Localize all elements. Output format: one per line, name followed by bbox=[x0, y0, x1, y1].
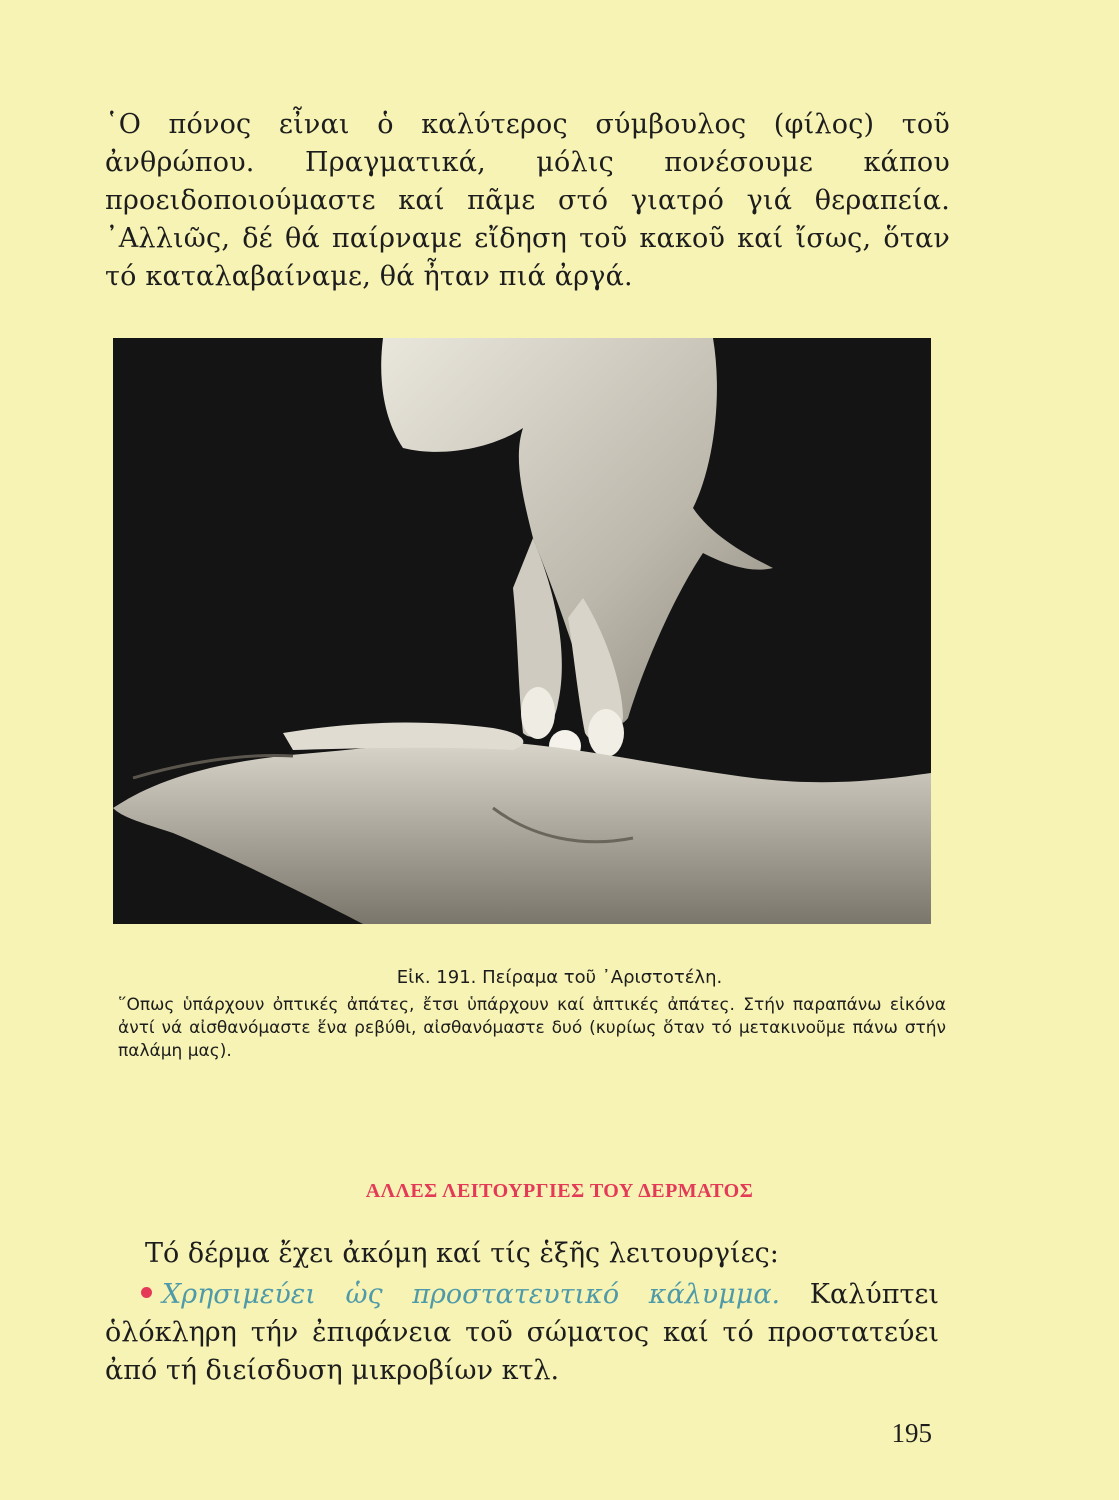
bullet-text: Καλύπτει ὁλόκληρη τήν ἐπιφάνεια τοῦ σώματος καί τό προστατεύει ἀπό τή διείσδυση μικροβίων κτλ. bbox=[105, 1279, 939, 1386]
bullet-dot-icon bbox=[141, 1287, 152, 1298]
lead-sentence: Τό δέρμα ἔχει ἀκόμη καί τίς ἑξῆς λειτουργίες: bbox=[145, 1238, 779, 1269]
figure-title: Εἰκ. 191. Πείραμα τοῦ ᾿Αριστοτέλη. bbox=[396, 967, 723, 988]
intro-paragraph: ῾Ο πόνος εἶναι ὁ καλύτερος σύμβουλος (φίλος) τοῦ ἀνθρώπου. Πραγματικά, μόλις πονέσουμε κάπου προειδοποιούμαστε καί πᾶμε στό γιατρό γιά θεραπεία. ᾿Αλλιῶς, δέ θά παίρναμε εἴδηση τοῦ κακοῦ καί ἴσως, ὅταν τό καταλαβαίναμε, θά ἦταν πιά ἀργά. bbox=[105, 109, 950, 292]
bullet-emphasis: Χρησιμεύει ὡς προστατευτικό κάλυμμα. bbox=[162, 1279, 781, 1310]
page-number: 195 bbox=[891, 1418, 932, 1448]
bullet-item bbox=[105, 1276, 939, 1390]
figure-photo-fingers-on-palm bbox=[113, 338, 931, 924]
section-heading: ΑΛΛΕΣ ΛΕΙΤΟΥΡΓΙΕΣ ΤΟΥ ΔΕΡΜΑΤΟΣ bbox=[365, 1180, 754, 1202]
figure-caption: ῞Οπως ὑπάρχουν ὀπτικές ἀπάτες, ἔτσι ὑπάρχουν καί ἁπτικές ἀπάτες. Στήν παραπάνω εἰκόνα ἀντί νά αἰσθανόμαστε ἕνα ρεβύθι, αἰσθανόμαστε δυό (κυρίως ὅταν τό μετακινοῦμε πάνω στήν παλάμη μας). bbox=[118, 995, 946, 1061]
